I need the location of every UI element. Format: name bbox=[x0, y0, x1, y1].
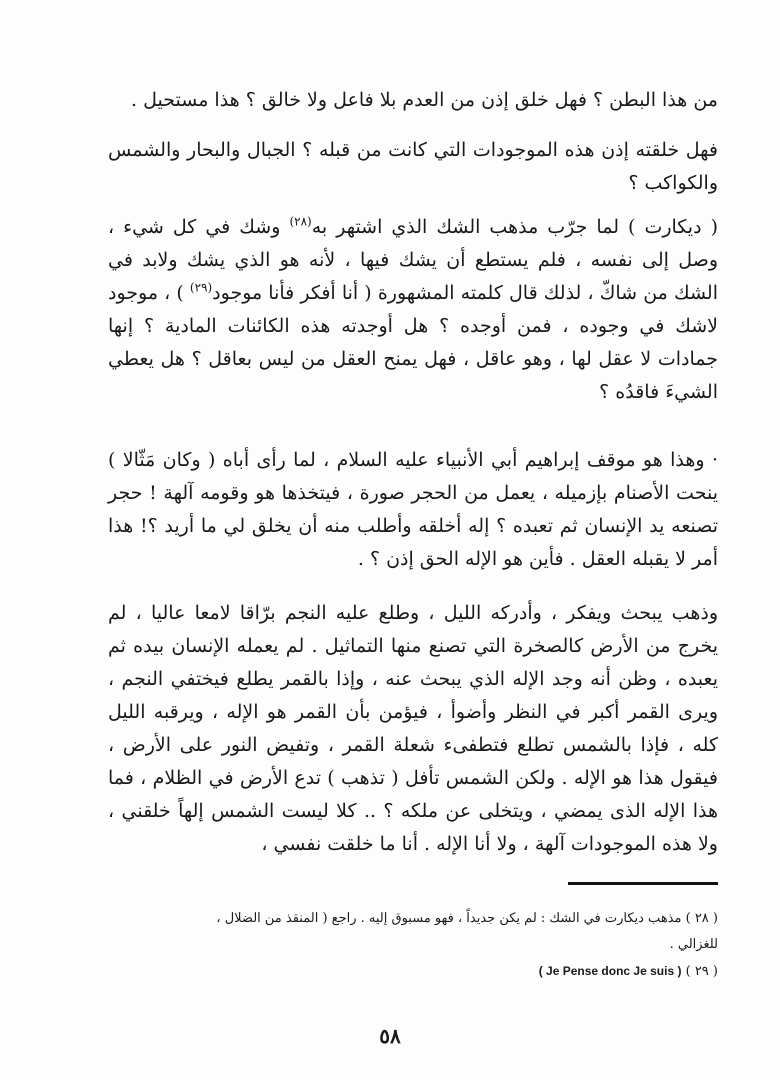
paragraph-3-part-c: ) ، موجود لاشك في وجوده ، فمن أوجده ؟ هل أوجدته هذه الكائنات المادية ؟ إنها جمادات لا عقل لها ، وهو عاقل ، فهل يمنح العقل من ليس بعاقل ؟ هل يعطي الشيءَ فاقدُه ؟ bbox=[108, 282, 718, 403]
paragraph-2-text: فهل خلقته إذن هذه الموجودات التي كانت من قبله ؟ الجبال والبحار والشمس والكواكب ؟ bbox=[108, 139, 718, 194]
page-number: ٥٨ bbox=[379, 1024, 401, 1048]
paragraph-3-text bbox=[108, 211, 718, 409]
paragraph-4 bbox=[108, 444, 718, 576]
footnote-ref-28: (٢٨) bbox=[289, 214, 312, 229]
paragraph-2 bbox=[108, 134, 718, 200]
footnotes bbox=[108, 906, 718, 985]
paragraph-5-text: وذهب يبحث ويفكر ، وأدركه الليل ، وطلع عليه النجم برّاقا لامعا عاليا ، لم يخرج من الأرض كالصخرة التي تصنع منها التماثيل . لم يعمله الإنسان بيده ثم يعبده ، وظن أنه وجد الإله الذي يبحث عنه ، وإذا بالقمر يطلع فيختفي النجم ، ويرى القمر أكبر في النظر وأضوأ ، فيؤمن بأن القمر هو الإله ، ويرقبه الليل كله ، فإذا بالشمس تطلع فتطفىء شعلة القمر ، وتفيض النور على الأرض ، فيقول هذا هو الإله . ولكن الشمس تأفل ( تذهب ) تدع الأرض في الظلام ، فما هذا الإله الذى يمضي ، ويتخلى عن ملكه ؟ .. كلا ليست الشمس إلهاً خلقني ، ولا هذه الموجودات آلهة ، ولا أنا الإله . أنا ما خلقت نفسي ، bbox=[108, 602, 718, 855]
footnote-28-line-2: للغزالي . bbox=[669, 937, 718, 952]
footnote-28-line-1: ( ٢٨ ) مذهب ديكارت في الشك : لم يكن جديداً ، فهو مسبوق إليه . راجع ( المنقذ من الضلال ، bbox=[216, 911, 718, 926]
footnote-29 bbox=[108, 958, 718, 985]
paragraph-4-text: · وهذا هو موقف إبراهيم أبي الأنبياء عليه السلام ، لما رأى أباه ( وكان مَثّالا ) ينحت الأصنام بإزميله ، يعمل من الحجر صورة ، فيتخذها هو وقومه آلهة ! حجر تصنعه يد الإنسان ثم تعبده ؟ إله أخلقه وأطلب منه أن يخلق لي ما أريد ؟! هذا أمر لا يقبله العقل . فأين هو الإله الحق إذن ؟ . bbox=[108, 449, 718, 570]
paragraph-3-part-b: وشك في كل شيء ، وصل إلى نفسه ، فلم يستطع أن يشك فيها ، لأنه هو الذي يشك ولابد في الشك من شاكّ ، لذلك قال كلمته المشهورة ( أنا أفكر فأنا موجود bbox=[108, 216, 718, 304]
footnote-divider bbox=[568, 882, 718, 885]
footnote-ref-29: (٢٩) bbox=[189, 280, 213, 295]
paragraph-1-text: من هذا البطن ؟ فهل خلق إذن من العدم بلا فاعل ولا خالق ؟ هذا مستحيل . bbox=[131, 89, 718, 111]
paragraph-1 bbox=[108, 84, 718, 117]
paragraph-3 bbox=[108, 211, 718, 409]
paragraph-3-part-a: ( ديكارت ) لما جرّب مذهب الشك الذي اشتهر به bbox=[311, 216, 718, 238]
footnote-29-text: ( Je Pense donc Je suis ) bbox=[538, 964, 682, 978]
paragraph-5 bbox=[108, 597, 718, 861]
footnote-29-number: ( ٢٩ ) bbox=[685, 964, 718, 979]
